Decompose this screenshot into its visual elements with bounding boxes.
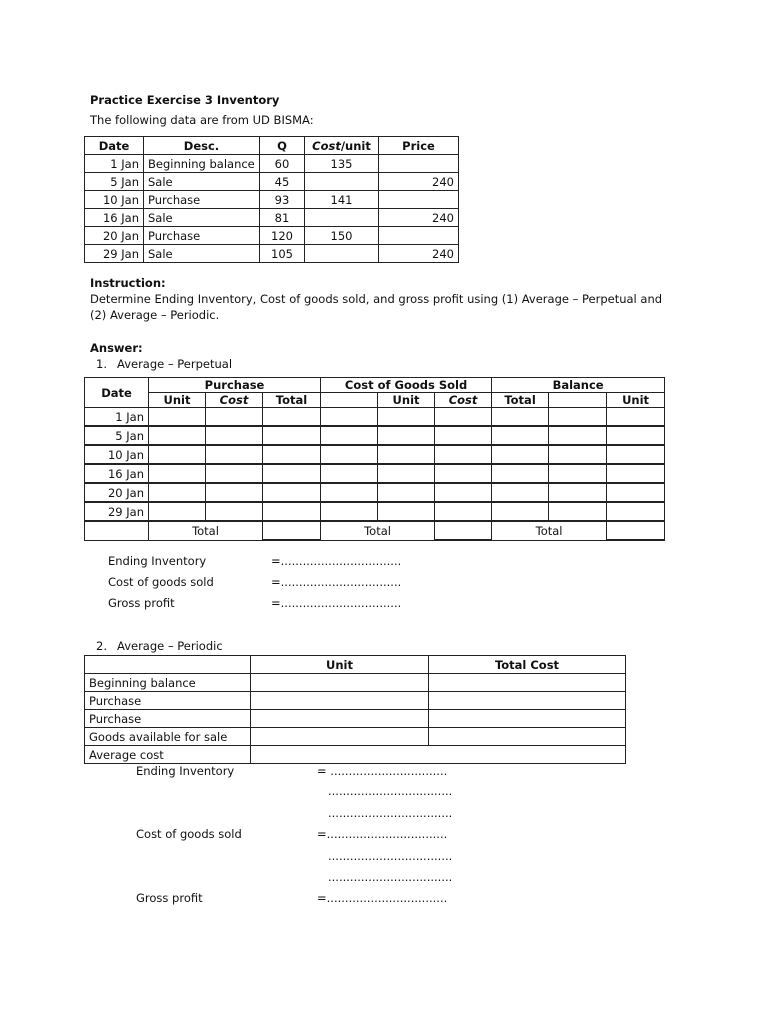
cell-q: 93 bbox=[260, 191, 305, 209]
gross-profit-blank: =................................. bbox=[271, 596, 402, 610]
cell-date: 29 Jan bbox=[85, 245, 144, 263]
subheader-cogs-cost: Cost bbox=[435, 393, 492, 408]
periodic-cogs-line-1: =................................. bbox=[317, 827, 448, 841]
periodic-ending-inventory-line-2: .................................. bbox=[328, 784, 453, 798]
cell-price bbox=[379, 227, 459, 245]
cell-cost bbox=[305, 245, 379, 263]
intro-text: The following data are from UD BISMA: bbox=[90, 113, 314, 127]
cell-date: 16 Jan bbox=[85, 209, 144, 227]
section1-number: 1. bbox=[96, 357, 107, 371]
cell-cost: 141 bbox=[305, 191, 379, 209]
row-label: Beginning balance bbox=[85, 674, 251, 692]
table-row bbox=[85, 426, 665, 445]
cell-price bbox=[379, 191, 459, 209]
cell-cost bbox=[305, 173, 379, 191]
subheader-cogs-blank bbox=[321, 393, 378, 408]
subheader-balance-unit: Unit bbox=[607, 393, 665, 408]
purchase-total-label: Total bbox=[149, 521, 263, 540]
cell-q: 120 bbox=[260, 227, 305, 245]
cell-desc: Purchase bbox=[144, 227, 260, 245]
periodic-gross-profit-line-1: =................................. bbox=[317, 891, 448, 905]
table-row bbox=[85, 728, 626, 746]
cell-date: 1 Jan bbox=[85, 155, 144, 173]
row-label: Average cost bbox=[85, 746, 251, 764]
periodic-ending-inventory-label: Ending Inventory bbox=[136, 764, 235, 778]
table-row bbox=[85, 483, 665, 502]
inventory-data-table bbox=[84, 136, 459, 263]
cell-date: 20 Jan bbox=[85, 227, 144, 245]
table-row bbox=[85, 746, 626, 764]
date-cell: 10 Jan bbox=[85, 445, 149, 464]
header-date: Date bbox=[85, 378, 149, 408]
header-unit: Unit bbox=[251, 656, 429, 674]
gross-profit-label: Gross profit bbox=[108, 596, 175, 610]
cogs-total-label: Total bbox=[321, 521, 435, 540]
header-date: Date bbox=[85, 137, 144, 155]
cell-q: 81 bbox=[260, 209, 305, 227]
table-row bbox=[85, 692, 626, 710]
subheader-cogs-unit: Unit bbox=[378, 393, 435, 408]
cell-cost bbox=[305, 209, 379, 227]
cell-desc: Beginning balance bbox=[144, 155, 260, 173]
header-blank bbox=[85, 656, 251, 674]
table-row bbox=[85, 209, 459, 227]
periodic-ending-inventory-line-3: .................................. bbox=[328, 806, 453, 820]
subheader-purchase-cost: Cost bbox=[206, 393, 263, 408]
date-cell: 1 Jan bbox=[85, 408, 149, 427]
cogs-blank: =................................. bbox=[271, 575, 402, 589]
table-row bbox=[85, 445, 665, 464]
cell-desc: Sale bbox=[144, 245, 260, 263]
ending-inventory-blank: =................................. bbox=[271, 554, 402, 568]
cell-cost: 135 bbox=[305, 155, 379, 173]
balance-total-label: Total bbox=[492, 521, 607, 540]
cell-desc: Sale bbox=[144, 173, 260, 191]
perpetual-table bbox=[84, 377, 665, 541]
cell-cost: 150 bbox=[305, 227, 379, 245]
header-price: Price bbox=[379, 137, 459, 155]
cell-desc: Purchase bbox=[144, 191, 260, 209]
periodic-gross-profit-label: Gross profit bbox=[136, 891, 203, 905]
table-row bbox=[85, 710, 626, 728]
header-desc: Desc. bbox=[144, 137, 260, 155]
table-row bbox=[85, 227, 459, 245]
date-cell: 20 Jan bbox=[85, 483, 149, 502]
cell-price: 240 bbox=[379, 245, 459, 263]
section2-number: 2. bbox=[96, 639, 107, 653]
cell-desc: Sale bbox=[144, 209, 260, 227]
table-row bbox=[85, 155, 459, 173]
section2-title: Average – Periodic bbox=[117, 639, 223, 653]
cell-q: 105 bbox=[260, 245, 305, 263]
instruction-line-1: Determine Ending Inventory, Cost of goods sold, and gross profit using (1) Average – Perpetual and bbox=[90, 292, 663, 306]
table-row bbox=[85, 502, 665, 521]
row-label: Purchase bbox=[85, 710, 251, 728]
periodic-cogs-line-2: .................................. bbox=[328, 849, 453, 863]
cogs-label: Cost of goods sold bbox=[108, 575, 214, 589]
header-total-cost: Total Cost bbox=[429, 656, 626, 674]
row-label: Goods available for sale bbox=[85, 728, 251, 746]
table-row bbox=[85, 173, 459, 191]
subheader-balance-blank bbox=[549, 393, 607, 408]
periodic-table bbox=[84, 655, 626, 764]
cell-price: 240 bbox=[379, 173, 459, 191]
row-label: Purchase bbox=[85, 692, 251, 710]
header-purchase: Purchase bbox=[149, 378, 321, 393]
answer-heading: Answer: bbox=[90, 341, 143, 355]
cell-date: 10 Jan bbox=[85, 191, 144, 209]
cell-q: 45 bbox=[260, 173, 305, 191]
date-cell: 29 Jan bbox=[85, 502, 149, 521]
cell-price bbox=[379, 155, 459, 173]
total-row bbox=[85, 521, 665, 540]
table-row bbox=[85, 464, 665, 483]
header-q: Q bbox=[260, 137, 305, 155]
cell-q: 60 bbox=[260, 155, 305, 173]
subheader-purchase-unit: Unit bbox=[149, 393, 206, 408]
periodic-cogs-label: Cost of goods sold bbox=[136, 827, 242, 841]
table-row bbox=[85, 191, 459, 209]
table-row bbox=[85, 408, 665, 427]
table-row bbox=[85, 674, 626, 692]
ending-inventory-label: Ending Inventory bbox=[108, 554, 207, 568]
subheader-purchase-total: Total bbox=[263, 393, 321, 408]
date-cell: 5 Jan bbox=[85, 426, 149, 445]
header-balance: Balance bbox=[492, 378, 665, 393]
cell-price: 240 bbox=[379, 209, 459, 227]
header-cogs: Cost of Goods Sold bbox=[321, 378, 492, 393]
header-cost-unit: Cost/unit bbox=[305, 137, 379, 155]
table-row bbox=[85, 245, 459, 263]
cell-date: 5 Jan bbox=[85, 173, 144, 191]
instruction-line-2: (2) Average – Periodic. bbox=[90, 308, 220, 322]
page-title: Practice Exercise 3 Inventory bbox=[90, 93, 280, 107]
periodic-cogs-line-3: .................................. bbox=[328, 870, 453, 884]
subheader-balance-total: Total bbox=[492, 393, 549, 408]
date-cell: 16 Jan bbox=[85, 464, 149, 483]
periodic-ending-inventory-line-1: = ................................ bbox=[317, 764, 448, 778]
instruction-heading: Instruction: bbox=[90, 276, 166, 290]
section1-title: Average – Perpetual bbox=[117, 357, 233, 371]
